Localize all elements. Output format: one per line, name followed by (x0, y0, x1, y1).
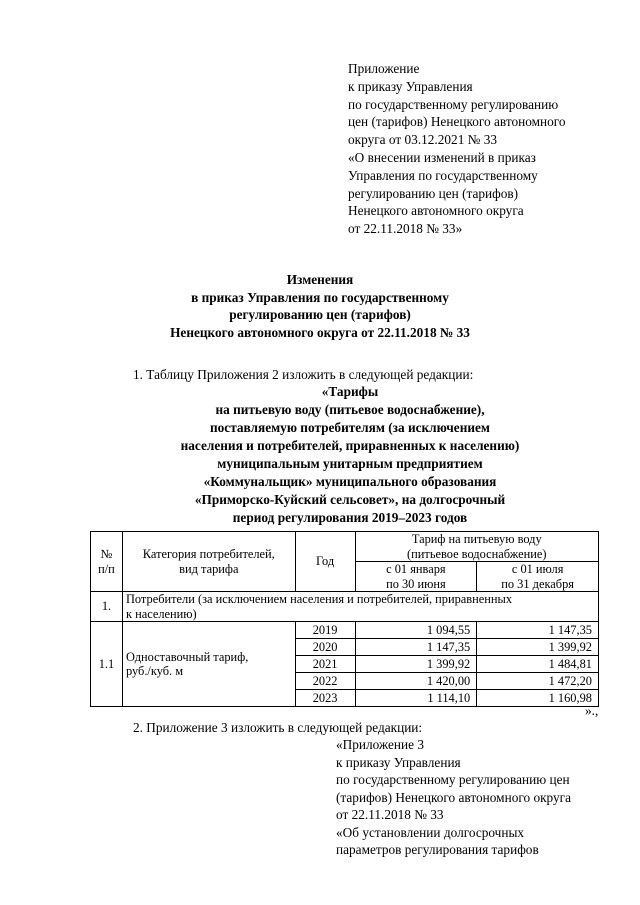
appendix-3-line: «Приложение 3 (336, 737, 424, 752)
tariff-table (90, 531, 599, 707)
row-tariff-h1: 1 399,92 (355, 656, 477, 673)
appendix-header-line: от 22.11.2018 № 33» (348, 221, 463, 237)
appendix-3-line: «Об установлении долгосрочных (336, 824, 525, 840)
tariff-title-line: населения и потребителей, приравненных к населению) (180, 438, 520, 453)
appendix-3-line: от 22.11.2018 № 33 (336, 807, 444, 822)
document-heading (0, 271, 640, 341)
appendix-header-line: Управления по государственному (348, 167, 538, 183)
sub-label: Одноставочный тариф, руб./куб. м (122, 622, 295, 707)
tariff-title-line: поставляемую потребителям (за исключением (210, 420, 490, 435)
tariff-title-line: «Коммунальщик» муниципального образования (203, 474, 497, 489)
group-label: Потребители (за исключением населения и потребителей, приравненных к населению) (122, 592, 598, 622)
appendix-header-line: округа от 03.12.2021 № 33 (348, 132, 497, 148)
appendix-3-line: к приказу Управления (336, 754, 461, 770)
heading-line: Изменения (286, 272, 354, 287)
appendix-header-line: Ненецкого автономного округа (348, 203, 524, 219)
col-header-number: № п/п (91, 532, 123, 592)
table-row (91, 622, 599, 639)
item-2-text: 2. Приложение 3 изложить в следующей редакции: (133, 720, 423, 735)
appendix-3-header (336, 736, 571, 859)
row-year: 2021 (295, 656, 355, 673)
col-header-year: Год (295, 532, 355, 592)
appendix-header-line: Приложение (348, 61, 420, 76)
item-1-text: 1. Таблицу Приложения 2 изложить в следующей редакции: (133, 367, 474, 382)
appendix-header-line: «О внесении изменений в приказ (348, 149, 536, 165)
tariff-title-line: «Приморско-Куйский сельсовет», на долгосрочный (194, 492, 506, 507)
closing-quote: »., (585, 703, 599, 718)
row-tariff-h2: 1 484,81 (477, 656, 599, 673)
heading-line: в приказ Управления по государственному (191, 289, 449, 305)
row-tariff-h2: 1 399,92 (477, 639, 599, 656)
row-tariff-h1: 1 147,35 (355, 639, 477, 656)
tariff-title-line: период регулирования 2019–2023 годов (232, 510, 468, 525)
col-header-category: Категория потребителей, вид тарифа (122, 532, 295, 592)
tariff-title-line: «Тарифы (321, 384, 379, 399)
tariff-title-line: на питьевую воду (питьевое водоснабжение), (215, 402, 485, 417)
tariff-title-line: муниципальным унитарным предприятием (217, 456, 483, 471)
heading-line: Ненецкого автономного округа от 22.11.2018 № 33 (170, 324, 470, 340)
row-year: 2022 (295, 673, 355, 690)
row-tariff-h2: 1 472,20 (477, 673, 599, 690)
row-tariff-h2: 1 160,98 (477, 690, 599, 707)
heading-line: регулированию цен (тарифов) (229, 307, 411, 322)
row-year: 2019 (295, 622, 355, 639)
tariff-title (120, 383, 580, 527)
appendix-header-line: регулированию цен (тарифов) (348, 185, 519, 201)
col-header-tariff: Тариф на питьевую воду (питьевое водоснабжение) (355, 532, 598, 562)
row-year: 2023 (295, 690, 355, 707)
appendix-header (348, 60, 566, 238)
row-tariff-h2: 1 147,35 (477, 622, 599, 639)
row-year: 2020 (295, 639, 355, 656)
appendix-3-line: (тарифов) Ненецкого автономного округа (336, 789, 572, 805)
group-number: 1. (91, 592, 123, 622)
row-tariff-h1: 1 114,10 (355, 690, 477, 707)
sub-number: 1.1 (91, 622, 123, 707)
appendix-3-line: параметров регулирования тарифов (336, 842, 539, 857)
appendix-3-line: по государственному регулированию цен (336, 772, 570, 787)
appendix-header-line: цен (тарифов) Ненецкого автономного (348, 114, 566, 130)
row-tariff-h1: 1 420,00 (355, 673, 477, 690)
appendix-header-line: к приказу Управления (348, 78, 473, 94)
appendix-header-line: по государственному регулированию (348, 96, 559, 112)
col-header-period-1: с 01 января по 30 июня (355, 562, 477, 592)
row-tariff-h1: 1 094,55 (355, 622, 477, 639)
col-header-period-2: с 01 июля по 31 декабря (477, 562, 599, 592)
